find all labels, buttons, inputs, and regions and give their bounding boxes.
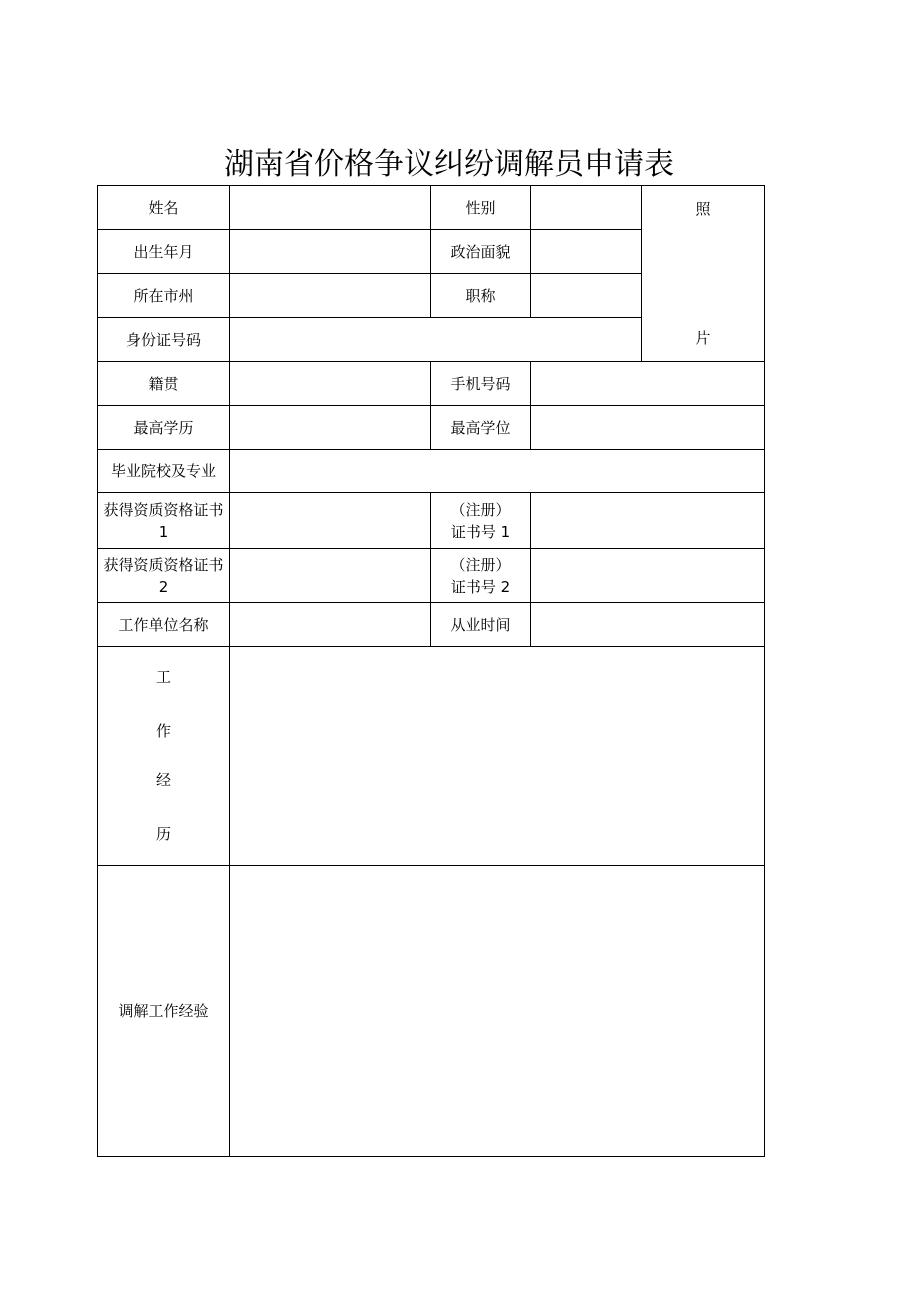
job-title-field[interactable] — [531, 274, 642, 318]
id-number-label: 身份证号码 — [98, 318, 230, 362]
cert1-number-label-line1: （注册） — [450, 500, 511, 519]
phone-field[interactable] — [531, 362, 765, 406]
work-years-field[interactable] — [531, 603, 765, 647]
work-history-char-1: 工 — [155, 668, 171, 686]
name-label: 姓名 — [98, 186, 230, 230]
row-cert1 — [98, 493, 765, 549]
work-history-field[interactable] — [230, 647, 765, 866]
row-mediation — [98, 866, 765, 1157]
degree-label: 最高学位 — [431, 406, 531, 450]
employer-field[interactable] — [230, 603, 431, 647]
cert1-label-line2: 1 — [158, 522, 169, 541]
work-history-char-2: 作 — [155, 722, 171, 740]
photo-label-bottom: 片 — [695, 329, 711, 347]
row-native — [98, 362, 765, 406]
cert1-number-label — [431, 493, 531, 549]
row-name — [98, 186, 765, 230]
cert2-number-label-line1: （注册） — [450, 555, 511, 574]
work-history-char-3: 经 — [155, 771, 171, 789]
native-place-label: 籍贯 — [98, 362, 230, 406]
education-label: 最高学历 — [98, 406, 230, 450]
cert1-label — [98, 493, 230, 549]
cert1-field[interactable] — [230, 493, 431, 549]
row-work-history — [98, 647, 765, 866]
school-major-field[interactable] — [230, 450, 765, 493]
education-field[interactable] — [230, 406, 431, 450]
mediation-experience-field[interactable] — [230, 866, 765, 1157]
cert2-label-line1: 获得资质资格证书 — [103, 555, 224, 574]
political-field[interactable] — [531, 230, 642, 274]
cert2-number-label-line2: 证书号 2 — [450, 577, 511, 596]
cert2-label-line2: 2 — [158, 577, 169, 596]
degree-field[interactable] — [531, 406, 765, 450]
cert1-number-field[interactable] — [531, 493, 765, 549]
row-school — [98, 450, 765, 493]
cert1-number-label-line2: 证书号 1 — [450, 522, 511, 541]
school-major-label: 毕业院校及专业 — [98, 450, 230, 493]
native-place-field[interactable] — [230, 362, 431, 406]
id-number-field[interactable] — [230, 318, 642, 362]
photo-box[interactable] — [642, 186, 765, 362]
birth-label: 出生年月 — [98, 230, 230, 274]
row-education — [98, 406, 765, 450]
political-label: 政治面貌 — [431, 230, 531, 274]
phone-label: 手机号码 — [431, 362, 531, 406]
city-label: 所在市州 — [98, 274, 230, 318]
name-field[interactable] — [230, 186, 431, 230]
gender-label: 性别 — [431, 186, 531, 230]
form-title: 湖南省价格争议纠纷调解员申请表 — [224, 147, 674, 182]
work-history-label — [98, 647, 230, 866]
work-history-char-4: 历 — [155, 825, 171, 843]
employer-label: 工作单位名称 — [98, 603, 230, 647]
job-title-label: 职称 — [431, 274, 531, 318]
cert2-number-field[interactable] — [531, 549, 765, 603]
mediation-experience-label: 调解工作经验 — [98, 866, 230, 1157]
birth-field[interactable] — [230, 230, 431, 274]
photo-label-top: 照 — [695, 200, 711, 218]
cert2-number-label — [431, 549, 531, 603]
row-employer — [98, 603, 765, 647]
application-form-table — [97, 185, 765, 1157]
gender-field[interactable] — [531, 186, 642, 230]
cert2-label — [98, 549, 230, 603]
city-field[interactable] — [230, 274, 431, 318]
row-cert2 — [98, 549, 765, 603]
cert2-field[interactable] — [230, 549, 431, 603]
work-years-label: 从业时间 — [431, 603, 531, 647]
cert1-label-line1: 获得资质资格证书 — [103, 500, 224, 519]
